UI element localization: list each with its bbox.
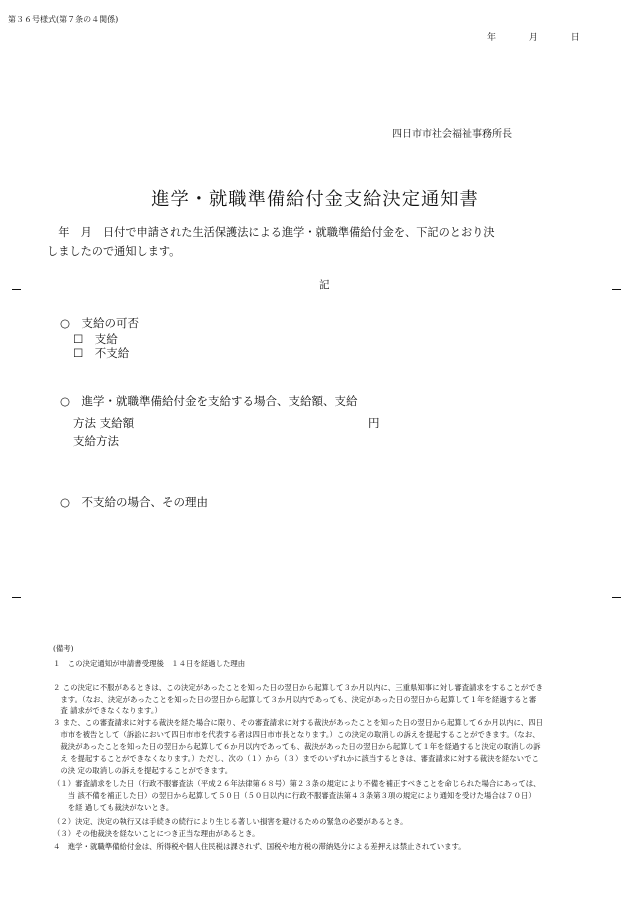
note-line: 市市を被告として（訴訟において四日市市を代表する者は四日市市長となります。）この決定の取消しの訴えを提起することができます。（なお、 — [53, 730, 540, 739]
section-approval-heading: ○ 支給の可否 — [60, 316, 140, 330]
note-line: え を提起することができなくなります。）ただし、次の（１）から（３）までのいずれかに該当するときは、審査請求に対する裁決を経ないでこ — [53, 754, 539, 763]
note-line: 当 該不備を補正した日）の翌日から起算して５０日（５０日以内に行政不服審査法第４３条第３項の規定により通知を受けた場合は７０日） — [53, 791, 536, 800]
margin-tick-right-bottom — [612, 597, 621, 598]
date-day-label: 日 — [570, 33, 580, 43]
note-line: ます。（なお、決定があったことを知った日の翌日から起算して３か月以内であっても、決定があった日の翌日から起算して１年を経過すると審 — [53, 695, 537, 704]
section-reason-heading: ○ 不支給の場合、その理由 — [60, 495, 209, 509]
note-line: （２）決定、決定の執行又は手続きの続行により生じる著しい損害を避けるための緊急の必要があるとき。 — [53, 817, 408, 826]
date-fields — [487, 30, 594, 43]
date-month-label: 月 — [528, 33, 538, 43]
section-amount-heading: ○ 進学・就職準備給付金を支給する場合、支給額、支給 — [60, 394, 358, 408]
form-number: 第３６号様式(第７条の４関係) — [8, 15, 119, 24]
issuer-name: 四日市市社会福祉事務所長 — [392, 129, 512, 140]
document-title: 進学・就職準備給付金支給決定通知書 — [151, 189, 479, 210]
note-line: 査 請求ができなくなります。） — [53, 706, 162, 715]
payment-method-label: 支給方法 — [73, 434, 119, 448]
intro-line-1: 年 月 日付で申請された生活保護法による進学・就職準備給付金を、下記のとおり決 — [47, 226, 495, 239]
yen-unit: 円 — [368, 416, 380, 430]
note-line: （３）その他裁決を経ないことにつき正当な理由があるとき。 — [53, 829, 260, 838]
notes-header: (備考) — [53, 644, 74, 653]
ki-heading: 記 — [319, 279, 330, 291]
note-line: を経 過しても裁決がないとき。 — [53, 803, 174, 812]
margin-tick-left-bottom — [12, 597, 21, 598]
note-line: ３ また、この審査請求に対する裁決を経た場合に限り、その審査請求に対する裁決があったことを知った日の翌日から起算して６か月以内に、四日 — [53, 718, 544, 727]
margin-tick-left-top — [12, 289, 21, 290]
note-line: （１）審査請求をした日（行政不服審査法（平成２６年法律第６８号）第２３条の規定により不備を補正すべきことを命じられた場合にあっては、 — [53, 779, 541, 788]
intro-line-2: しましたので通知します。 — [47, 245, 181, 258]
margin-tick-right-top — [612, 289, 621, 290]
option-reject-checkbox[interactable]: ☐ 不支給 — [73, 346, 130, 360]
amount-label: 方法 支給額 — [73, 416, 135, 430]
note-line: ４ 進学・就職準備給付金は、所得税や個人住民税は課されず、国税や地方税の滞納処分による差押えは禁止されています。 — [53, 842, 466, 851]
note-line: １ この決定通知が申請書受理後 １４日を経過した理由 — [53, 659, 246, 668]
note-line: ２ この決定に不服があるときは、この決定があったことを知った日の翌日から起算して３か月以内に、三重県知事に対し審査請求をすることができ — [53, 683, 544, 692]
option-approve-checkbox[interactable]: ☐ 支給 — [73, 332, 118, 346]
note-line: 裁決があったことを知った日の翌日から起算して６か月以内であっても、裁決があった日の翌日から起算して１年を経過すると決定の取消しの訴 — [53, 742, 541, 751]
note-line: の決 定の取消しの訴えを提起することができます。 — [53, 766, 233, 775]
date-year-label: 年 — [487, 33, 497, 43]
